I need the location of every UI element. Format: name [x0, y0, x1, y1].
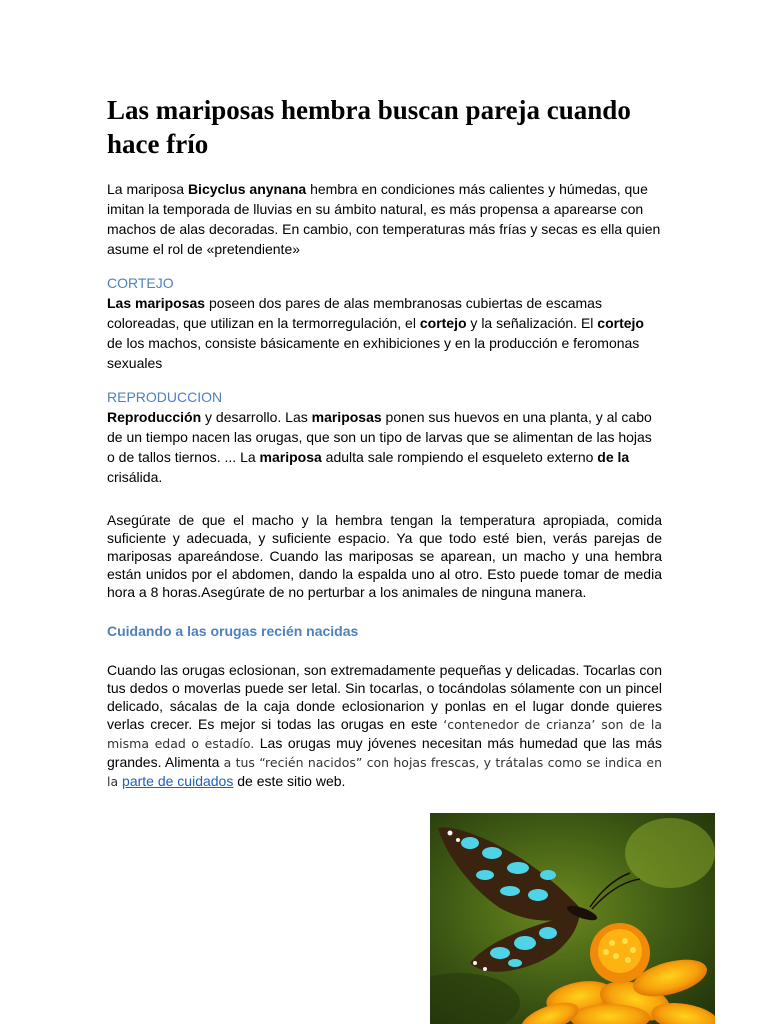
repro-bold-1: Reproducción [107, 409, 202, 425]
orugas-light-text-1: ‘contenedor de crianza’ son de la misma edad o estadío. [107, 717, 663, 751]
species-name: Bicyclus anynana [187, 181, 307, 197]
intro-text-2: hembra en condiciones más calientes y húmedas, que imitan la temporada de lluvias en su ámbito natural, es más propensa a aparearse con machos de alas decoradas. En cambio, con temperaturas más frías y secas es ella quien asume el rol de «pretendiente» [107, 181, 661, 257]
repro-bold-3: mariposa [259, 449, 322, 465]
repro-text-1: y desarrollo. Las [201, 409, 312, 425]
intro-text-1: La mariposa [107, 181, 188, 197]
section-heading-cortejo: CORTEJO [107, 275, 174, 291]
orugas-light-text-2: a tus “recién nacidos” con hojas frescas, y trátalas como se indica en la [107, 755, 662, 789]
cortejo-bold-1: Las mariposas [107, 295, 206, 311]
cortejo-bold-2: cortejo [419, 315, 467, 331]
cortejo-text-1: poseen dos pares de alas membranosas cubiertas de escamas coloreadas, que utilizan en la termorregulación, el [107, 295, 602, 331]
apareamiento-paragraph: Asegúrate de que el macho y la hembra tengan la temperatura apropiada, comida suficiente y adecuada, y suficiente espacio. Ya que todo esté bien, verás parejas de mariposas apareándose. Cuando las mariposas se aparean, un macho y una hembra están unidos por el abdomen, dando la espalda uno al otro. Esto puede tomar de media hora a 8 horas.Asegúrate de no perturbar a los animales de ninguna manera. [107, 512, 662, 600]
cortejo-paragraph [107, 293, 662, 373]
intro-paragraph [107, 179, 662, 259]
document-page [107, 93, 662, 791]
orugas-text-3: de este sitio web. [233, 773, 346, 789]
cortejo-text-3: de los machos, consiste básicamente en exhibiciones y en la producción e feromonas sexuales [107, 335, 640, 371]
repro-bold-4: de la [597, 449, 630, 465]
butterfly-photo [430, 813, 715, 1024]
cortejo-bold-3: cortejo [597, 315, 644, 331]
reproduccion-paragraph [107, 407, 662, 487]
repro-text-4: crisálida. [107, 469, 163, 485]
cuidados-link[interactable]: parte de cuidados [122, 773, 234, 789]
orugas-text-1: Cuando las orugas eclosionan, son extremadamente pequeñas y delicadas. Tocarlas con tus dedos o moverlas puede ser letal. Sin tocarlas, o tocándolas sólamente con un pincel delicado, sácalas de la caja donde eclosionarion y ponlas en el lugar donde quieres verlas crecer. Es mejor si todas las orugas en este [107, 662, 662, 732]
repro-text-3: adulta sale rompiendo el esqueleto externo [321, 449, 598, 465]
cortejo-text-2: y la señalización. El [466, 315, 598, 331]
repro-text-2: ponen sus huevos en una planta, y al cabo de un tiempo nacen las orugas, que son un tipo de larvas que se alimentan de las hojas o de tallos tiernos. ... La [107, 409, 652, 465]
section-heading-orugas: Cuidando a las orugas recién nacidas [107, 623, 359, 639]
repro-bold-2: mariposas [311, 409, 382, 425]
section-heading-reproduccion: REPRODUCCION [107, 389, 223, 405]
page-title: Las mariposas hembra buscan pareja cuando hace frío [107, 95, 631, 159]
orugas-text-2: Las orugas muy jóvenes necesitan más humedad que las más grandes. Alimenta [107, 735, 662, 770]
orugas-paragraph [107, 661, 662, 791]
